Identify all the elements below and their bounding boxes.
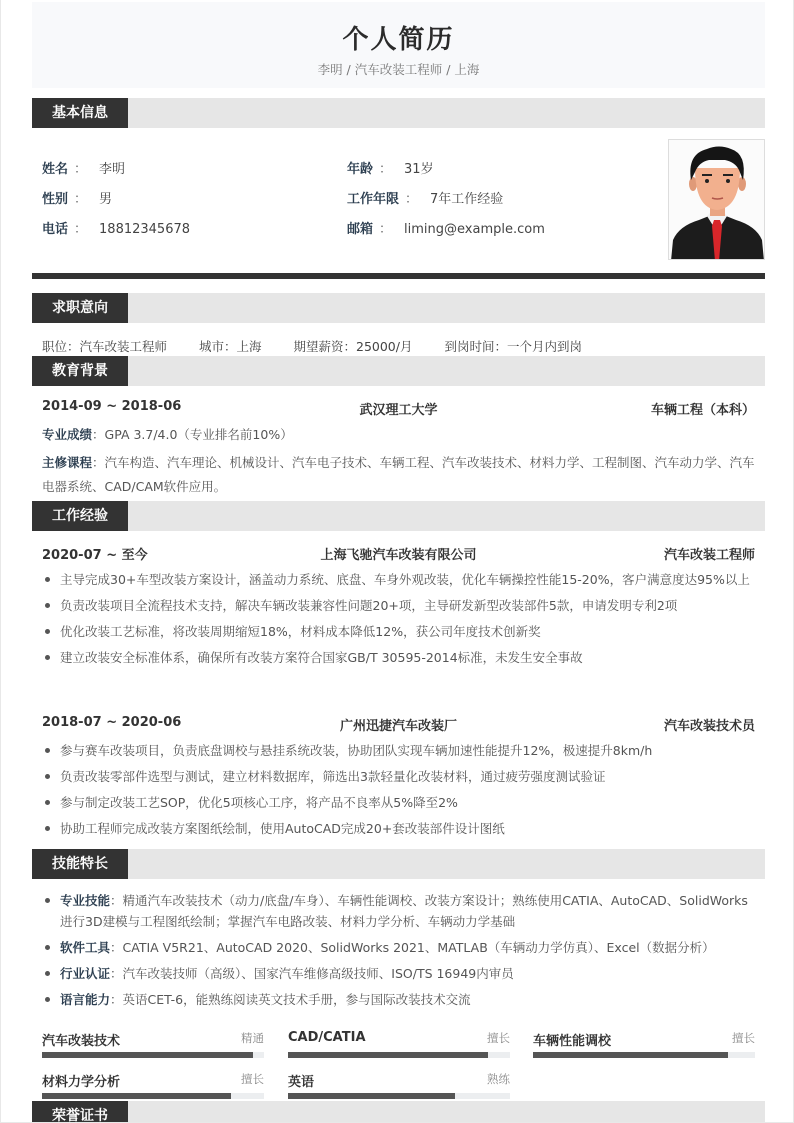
skill-bar-fill bbox=[288, 1093, 455, 1099]
page-subtitle: 李明 / 汽车改装工程师 / 上海 bbox=[317, 62, 480, 77]
info-age bbox=[347, 161, 434, 179]
education-period: 2014-09 ~ 2018-06 bbox=[42, 399, 182, 414]
section-header-education bbox=[32, 356, 765, 386]
section-title: 工作经验 bbox=[32, 501, 128, 531]
skill-bar-level: 擅长 bbox=[732, 1031, 755, 1045]
skill-bar-fill bbox=[42, 1052, 253, 1058]
intent-position: 职位：汽车改装工程师 bbox=[42, 339, 168, 354]
skill-bar-fill bbox=[533, 1052, 728, 1058]
skill-bar-track bbox=[533, 1052, 755, 1058]
info-value: 男 bbox=[99, 192, 113, 207]
intent-availability: 到岗时间：一个月内到岗 bbox=[444, 339, 582, 354]
skill-bar-level: 精通 bbox=[241, 1031, 264, 1045]
info-label: 年龄 bbox=[347, 162, 374, 177]
section-title: 技能特长 bbox=[32, 849, 128, 879]
skill-bar-level: 熟练 bbox=[487, 1072, 510, 1086]
info-colon: ： bbox=[74, 222, 88, 237]
education-courses bbox=[42, 451, 758, 499]
list-item: 优化改装工艺标准，将改装周期缩短18%，材料成本降低12%，获公司年度技术创新奖 bbox=[42, 621, 758, 642]
list-item: 协助工程师完成改装方案图纸绘制，使用AutoCAD完成20+套改装部件设计图纸 bbox=[42, 818, 758, 839]
list-item: 参与赛车改装项目，负责底盘调校与悬挂系统改装，协助团队实现车辆加速性能提升12%，极速提升8km/h bbox=[42, 740, 758, 761]
skill-bar bbox=[42, 1071, 264, 1105]
skill-label: 语言能力 bbox=[60, 992, 111, 1007]
courses-value: ：汽车构造、汽车理论、机械设计、汽车电子技术、车辆工程、汽车改装技术、材料力学、工程制图、汽车动力学、汽车电器系统、CAD/CAM软件应用。 bbox=[42, 455, 755, 494]
skill-value: ：英语CET-6，能熟练阅读英文技术手册，参与国际改装技术交流 bbox=[110, 992, 471, 1007]
section-title: 基本信息 bbox=[32, 98, 128, 128]
list-item bbox=[42, 963, 758, 984]
list-item: 负责改装零部件选型与测试，建立材料数据库，筛选出3款轻量化改装材料，通过疲劳强度测试验证 bbox=[42, 766, 758, 787]
info-label: 姓名 bbox=[42, 162, 69, 177]
info-label: 邮箱 bbox=[347, 222, 374, 237]
info-colon: ： bbox=[379, 222, 393, 237]
section-title: 教育背景 bbox=[32, 356, 128, 386]
skill-bar-name: 材料力学分析 bbox=[42, 1075, 121, 1090]
skill-bar-track bbox=[42, 1093, 264, 1099]
info-value: liming@example.com bbox=[404, 222, 545, 237]
skill-bar-track bbox=[42, 1052, 264, 1058]
list-item: 建立改装安全标准体系，确保所有改装方案符合国家GB/T 30595-2014标准，未发生安全事故 bbox=[42, 647, 758, 668]
skill-value: ：汽车改装技师（高级）、国家汽车维修高级技师、ISO/TS 16949内审员 bbox=[110, 966, 514, 981]
work-title: 汽车改装工程师 bbox=[663, 548, 755, 563]
skill-bar-name: CAD/CATIA bbox=[288, 1030, 366, 1045]
work-period: 2020-07 ~ 至今 bbox=[42, 548, 148, 563]
job-intent bbox=[42, 337, 610, 355]
info-label: 工作年限 bbox=[347, 192, 400, 207]
skill-label: 行业认证 bbox=[60, 966, 111, 981]
skill-bar-level: 擅长 bbox=[487, 1031, 510, 1045]
section-header-intent bbox=[32, 293, 765, 323]
education-school: 武汉理工大学 bbox=[359, 403, 438, 418]
info-colon: ： bbox=[379, 162, 393, 177]
intent-city: 城市：上海 bbox=[199, 339, 262, 354]
section-title: 荣誉证书 bbox=[32, 1101, 128, 1123]
list-item: 主导完成30+车型改装方案设计，涵盖动力系统、底盘、车身外观改装，优化车辆操控性能15-20%，客户满意度达95%以上 bbox=[42, 569, 758, 590]
info-value: 7年工作经验 bbox=[430, 192, 504, 207]
work-bullets-2 bbox=[42, 740, 758, 844]
section-header-work bbox=[32, 501, 765, 531]
work-company: 广州迅捷汽车改装厂 bbox=[339, 719, 457, 734]
list-item bbox=[42, 937, 758, 958]
section-header-honors bbox=[32, 1101, 765, 1123]
work-row-1 bbox=[42, 544, 755, 564]
education-major: 车辆工程（本科） bbox=[650, 403, 755, 418]
skill-bar bbox=[42, 1030, 264, 1064]
work-bullets-1 bbox=[42, 569, 758, 673]
avatar-icon bbox=[669, 140, 765, 260]
skills-list bbox=[42, 890, 758, 1015]
info-label: 电话 bbox=[42, 222, 69, 237]
section-header-skills bbox=[32, 849, 765, 879]
resume-header bbox=[32, 2, 765, 88]
education-row bbox=[42, 399, 755, 419]
skill-bar-name: 车辆性能调校 bbox=[533, 1034, 612, 1049]
work-title: 汽车改装技术员 bbox=[663, 719, 755, 734]
skill-bar bbox=[288, 1071, 510, 1105]
list-item: 参与制定改装工艺SOP，优化5项核心工序，将产品不良率从5%降至2% bbox=[42, 792, 758, 813]
skill-label: 专业技能 bbox=[60, 893, 111, 908]
skill-bar-fill bbox=[42, 1093, 231, 1099]
skill-bar-level: 擅长 bbox=[241, 1072, 264, 1086]
work-company: 上海飞驰汽车改装有限公司 bbox=[320, 548, 477, 563]
info-phone bbox=[42, 221, 190, 239]
skill-label: 软件工具 bbox=[60, 940, 111, 955]
skill-value: ：CATIA V5R21、AutoCAD 2020、SolidWorks 2021、MATLAB（车辆动力学仿真）、Excel（数据分析） bbox=[110, 940, 715, 955]
list-item bbox=[42, 989, 758, 1010]
skill-value: ：精通汽车改装技术（动力/底盘/车身）、车辆性能调校、改装方案设计；熟练使用CATIA、AutoCAD、SolidWorks进行3D建模与工程图纸绘制；掌握汽车电路改装、材料力学分析、车辆动力学基础 bbox=[60, 893, 748, 929]
section-header-basic bbox=[32, 98, 765, 128]
info-label: 性别 bbox=[42, 192, 69, 207]
skill-bar bbox=[288, 1030, 510, 1064]
skill-bar-fill bbox=[288, 1052, 488, 1058]
list-item: 负责改装项目全流程技术支持，解决车辆改装兼容性问题20+项，主导研发新型改装部件5款，申请发明专利2项 bbox=[42, 595, 758, 616]
info-value: 31岁 bbox=[404, 162, 434, 177]
gpa-value: ：GPA 3.7/4.0（专业排名前10%） bbox=[92, 427, 293, 442]
skill-bar-name: 汽车改装技术 bbox=[42, 1034, 121, 1049]
info-name bbox=[42, 161, 125, 179]
courses-label: 主修课程 bbox=[42, 455, 93, 470]
skill-bar-name: 英语 bbox=[288, 1075, 315, 1090]
work-period: 2018-07 ~ 2020-06 bbox=[42, 715, 182, 730]
info-value: 李明 bbox=[99, 162, 126, 177]
intent-salary: 期望薪资：25000/月 bbox=[293, 339, 413, 354]
info-gender bbox=[42, 191, 112, 209]
section-title: 求职意向 bbox=[32, 293, 128, 323]
list-item bbox=[42, 890, 758, 932]
info-email bbox=[347, 221, 545, 239]
page-title: 个人简历 bbox=[342, 25, 455, 55]
gpa-label: 专业成绩 bbox=[42, 427, 93, 442]
skill-bar-track bbox=[288, 1093, 510, 1099]
info-colon: ： bbox=[405, 192, 419, 207]
skill-bar bbox=[533, 1030, 755, 1064]
info-colon: ： bbox=[74, 162, 88, 177]
info-value: 18812345678 bbox=[99, 222, 191, 237]
skill-bar-track bbox=[288, 1052, 510, 1058]
work-row-2 bbox=[42, 715, 755, 735]
info-colon: ： bbox=[74, 192, 88, 207]
profile-photo bbox=[668, 139, 765, 260]
info-experience bbox=[347, 191, 503, 209]
divider bbox=[32, 273, 765, 279]
education-gpa bbox=[42, 423, 758, 447]
